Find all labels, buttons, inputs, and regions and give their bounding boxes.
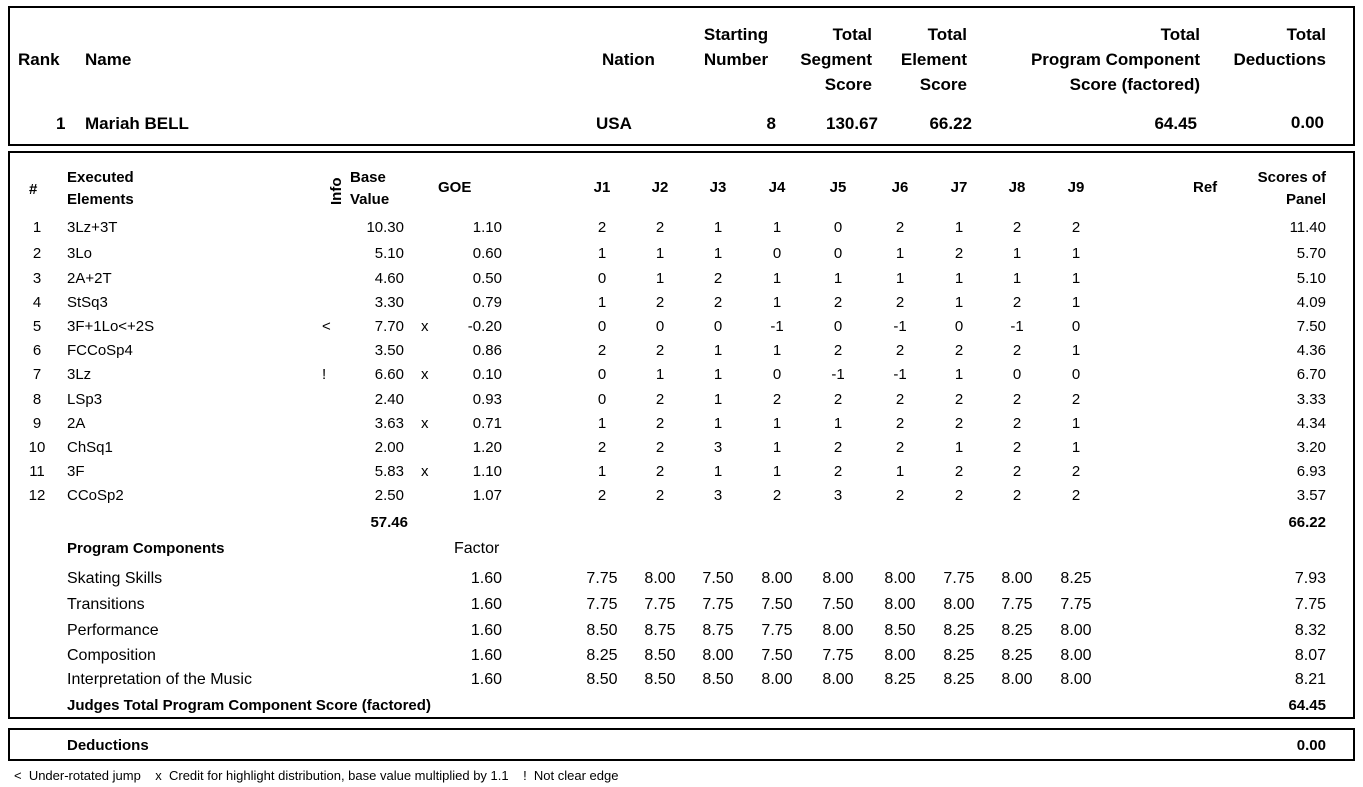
- judge-score: 1: [954, 219, 964, 236]
- element-number: 9: [32, 415, 42, 432]
- component-judge-score: 7.75: [761, 622, 793, 639]
- component-name: Interpretation of the Music: [67, 671, 252, 688]
- judge-score: 2: [954, 415, 964, 432]
- judge-score: 1: [713, 245, 723, 262]
- judge-score: 2: [655, 294, 665, 311]
- col-info-header: Info: [328, 177, 345, 205]
- judge-score: 1: [713, 391, 723, 408]
- judge-score: 2: [1012, 487, 1022, 504]
- judge-score: 1: [772, 294, 782, 311]
- judge-score: 2: [655, 219, 665, 236]
- judge-score: 2: [954, 342, 964, 359]
- judge-score: 1: [713, 366, 723, 383]
- component-judge-score: 8.00: [1060, 671, 1092, 688]
- judge-score: 2: [713, 270, 723, 287]
- judge-score: 1: [655, 245, 665, 262]
- component-judge-score: 7.75: [644, 596, 676, 613]
- component-judge-score: 7.75: [1001, 596, 1033, 613]
- judge-score: 1: [597, 245, 607, 262]
- total-program-header: Total Program Component Score (factored): [1030, 25, 1200, 94]
- component-panel-score: 8.21: [1294, 671, 1326, 688]
- element-base-value: 10.30: [366, 219, 404, 236]
- element-name: ChSq1: [67, 439, 113, 456]
- col-base-header: Base Value: [350, 169, 390, 208]
- judge-score: 2: [1012, 342, 1022, 359]
- judge-score: 2: [597, 342, 607, 359]
- judge-score: 1: [597, 463, 607, 480]
- total-element-header: Total Element Score: [900, 25, 967, 94]
- element-name: StSq3: [67, 294, 108, 311]
- judge-score: 2: [1012, 415, 1022, 432]
- judge-score: 0: [597, 366, 607, 383]
- component-judge-score: 8.75: [702, 622, 734, 639]
- judge-score: 0: [1012, 366, 1022, 383]
- component-judge-score: 8.50: [586, 622, 618, 639]
- judge-score: 0: [597, 391, 607, 408]
- col-goe-header: GOE: [438, 179, 472, 196]
- element-number: 7: [32, 366, 42, 383]
- judge-score: 1: [597, 294, 607, 311]
- judge-score: 1: [655, 366, 665, 383]
- judge-score: 2: [895, 439, 905, 456]
- judge-score: 2: [833, 439, 843, 456]
- judge-score: 2: [655, 342, 665, 359]
- judge-header-4: J4: [768, 179, 786, 196]
- judge-score: 0: [772, 245, 782, 262]
- judge-score: 3: [713, 439, 723, 456]
- judge-score: 2: [655, 463, 665, 480]
- name-header: Name: [85, 50, 132, 69]
- element-name: 3F: [67, 463, 85, 480]
- judge-score: 1: [772, 219, 782, 236]
- skater-total-element: 66.22: [929, 114, 972, 133]
- element-base-value: 2.40: [374, 391, 404, 408]
- judge-score: -1: [1010, 318, 1024, 335]
- judge-score: 1: [597, 415, 607, 432]
- judge-score: 1: [772, 270, 782, 287]
- element-base-value: 2.50: [374, 487, 404, 504]
- deductions-box: [8, 728, 1355, 761]
- element-name: LSp3: [67, 391, 103, 408]
- elements-panel-total: 66.22: [1288, 514, 1326, 531]
- col-number-header: #: [29, 181, 38, 198]
- component-judge-score: 7.50: [761, 596, 793, 613]
- judge-score: 1: [772, 463, 782, 480]
- judge-score: 1: [895, 270, 905, 287]
- component-judge-score: 8.75: [644, 622, 676, 639]
- judge-score: 1: [655, 270, 665, 287]
- judge-score: 2: [895, 487, 905, 504]
- element-number: 8: [32, 391, 42, 408]
- elements-base-total: 57.46: [370, 514, 408, 531]
- judge-header-9: J9: [1067, 179, 1085, 196]
- component-judge-score: 7.50: [822, 596, 854, 613]
- element-base-value: 3.30: [374, 294, 404, 311]
- skater-total-segment: 130.67: [826, 114, 878, 133]
- component-judge-score: 8.00: [1001, 671, 1033, 688]
- starting-number-header: Starting Number: [703, 25, 769, 69]
- judge-score: 0: [1071, 366, 1081, 383]
- skater-name: Mariah BELL: [85, 114, 189, 133]
- col-executed-header: Executed Elements: [67, 169, 134, 208]
- component-judge-score: 8.00: [822, 570, 854, 587]
- component-judge-score: 7.75: [702, 596, 734, 613]
- judge-score: 1: [1012, 270, 1022, 287]
- judge-score: 2: [1071, 463, 1081, 480]
- program-components-title: Program Components: [67, 540, 225, 557]
- component-factor: 1.60: [470, 570, 502, 587]
- component-judge-score: 8.00: [1060, 622, 1092, 639]
- judge-score: 1: [1071, 415, 1081, 432]
- component-name: Composition: [67, 647, 156, 664]
- judge-score: 2: [713, 294, 723, 311]
- legend: < Under-rotated jump x Credit for highlight distribution, base value multiplied by 1.1 ! Not clear edge: [14, 768, 619, 783]
- component-judge-score: 7.75: [586, 570, 618, 587]
- element-goe: 1.07: [472, 487, 502, 504]
- skater-total-deductions: 0.00: [1290, 113, 1324, 132]
- judge-score: 0: [833, 318, 843, 335]
- element-panel-score: 4.36: [1296, 342, 1326, 359]
- judge-score: -1: [770, 318, 784, 335]
- judge-score: 1: [1071, 439, 1081, 456]
- deductions-value: 0.00: [1296, 737, 1326, 754]
- component-judge-score: 7.75: [1060, 596, 1092, 613]
- element-goe: 1.20: [472, 439, 502, 456]
- element-name: FCCoSp4: [67, 342, 133, 359]
- judge-score: 0: [655, 318, 665, 335]
- judge-score: 1: [1071, 294, 1081, 311]
- element-panel-score: 4.09: [1296, 294, 1326, 311]
- element-panel-score: 5.70: [1296, 245, 1326, 262]
- judge-score: 1: [713, 415, 723, 432]
- judge-score: 3: [713, 487, 723, 504]
- judge-score: 2: [772, 487, 782, 504]
- judge-score: 2: [895, 391, 905, 408]
- element-info: <: [322, 318, 331, 335]
- judge-score: 1: [772, 342, 782, 359]
- element-bonus-marker: x: [421, 415, 429, 432]
- element-panel-score: 6.93: [1296, 463, 1326, 480]
- judge-score: 2: [895, 219, 905, 236]
- judge-score: 2: [895, 342, 905, 359]
- judge-score: 1: [833, 270, 843, 287]
- element-goe: 0.86: [472, 342, 502, 359]
- judge-header-6: J6: [891, 179, 909, 196]
- judges-total-value: 64.45: [1288, 697, 1326, 714]
- col-panel-header: Scores of Panel: [1257, 169, 1326, 208]
- judge-score: 1: [772, 439, 782, 456]
- judge-score: 2: [1012, 439, 1022, 456]
- element-number: 4: [32, 294, 42, 311]
- component-judge-score: 8.50: [702, 671, 734, 688]
- judge-score: 2: [655, 439, 665, 456]
- judge-score: 2: [655, 415, 665, 432]
- element-panel-score: 5.10: [1296, 270, 1326, 287]
- judge-score: 2: [1012, 463, 1022, 480]
- judge-header-5: J5: [829, 179, 847, 196]
- judge-score: 2: [954, 391, 964, 408]
- judge-score: 2: [833, 391, 843, 408]
- element-number: 10: [28, 439, 46, 456]
- element-panel-score: 6.70: [1296, 366, 1326, 383]
- judge-score: 1: [895, 463, 905, 480]
- component-judge-score: 8.50: [586, 671, 618, 688]
- element-panel-score: 11.40: [1289, 219, 1326, 236]
- component-judge-score: 8.00: [644, 570, 676, 587]
- judge-score: -1: [893, 366, 907, 383]
- element-bonus-marker: x: [421, 463, 429, 480]
- judge-header-1: J1: [593, 179, 611, 196]
- component-judge-score: 8.00: [943, 596, 975, 613]
- judge-score: 1: [713, 342, 723, 359]
- component-judge-score: 8.00: [884, 647, 916, 664]
- element-goe: -0.20: [467, 318, 502, 335]
- component-name: Skating Skills: [67, 570, 163, 587]
- element-base-value: 5.83: [374, 463, 404, 480]
- component-panel-score: 8.32: [1294, 622, 1326, 639]
- judge-score: 2: [954, 463, 964, 480]
- judge-score: 0: [772, 366, 782, 383]
- element-name: 3Lz: [67, 366, 92, 383]
- component-judge-score: 8.25: [586, 647, 618, 664]
- element-base-value: 4.60: [374, 270, 404, 287]
- component-judge-score: 7.50: [702, 570, 734, 587]
- element-number: 3: [32, 270, 42, 287]
- component-name: Performance: [67, 622, 159, 639]
- component-judge-score: 8.25: [1060, 570, 1092, 587]
- component-judge-score: 8.00: [761, 671, 793, 688]
- component-judge-score: 7.75: [822, 647, 854, 664]
- judge-score: 2: [597, 487, 607, 504]
- judge-score: 0: [833, 245, 843, 262]
- judge-score: 2: [597, 219, 607, 236]
- element-number: 11: [29, 463, 45, 480]
- judge-score: 0: [1071, 318, 1081, 335]
- judge-score: 2: [833, 463, 843, 480]
- judge-score: 1: [954, 294, 964, 311]
- element-goe: 0.71: [472, 415, 502, 432]
- element-goe: 1.10: [472, 463, 502, 480]
- judge-score: 0: [597, 270, 607, 287]
- element-name: CCoSp2: [67, 487, 124, 504]
- element-info: !: [322, 366, 327, 383]
- component-panel-score: 8.07: [1294, 647, 1326, 664]
- element-name: 2A+2T: [67, 270, 112, 287]
- component-factor: 1.60: [470, 622, 502, 639]
- component-factor: 1.60: [470, 671, 502, 688]
- component-judge-score: 8.00: [884, 596, 916, 613]
- col-ref-header: Ref: [1193, 179, 1218, 196]
- component-judge-score: 8.00: [761, 570, 793, 587]
- component-judge-score: 7.75: [943, 570, 975, 587]
- component-judge-score: 8.50: [644, 671, 676, 688]
- judge-score: 0: [713, 318, 723, 335]
- element-goe: 0.79: [472, 294, 502, 311]
- judge-score: 3: [833, 487, 843, 504]
- judge-score: 1: [1071, 270, 1081, 287]
- judge-score: 1: [1012, 245, 1022, 262]
- element-name: 3F+1Lo<+2S: [67, 318, 155, 335]
- element-number: 2: [32, 245, 42, 262]
- element-base-value: 5.10: [374, 245, 404, 262]
- element-base-value: 3.63: [374, 415, 404, 432]
- component-judge-score: 8.00: [822, 622, 854, 639]
- judge-score: 1: [954, 439, 964, 456]
- judge-score: -1: [831, 366, 845, 383]
- component-judge-score: 8.25: [1001, 622, 1033, 639]
- judge-score: 2: [954, 245, 964, 262]
- component-factor: 1.60: [470, 596, 502, 613]
- element-goe: 0.50: [472, 270, 502, 287]
- element-base-value: 7.70: [374, 318, 404, 335]
- judge-score: 1: [895, 245, 905, 262]
- component-judge-score: 8.25: [943, 671, 975, 688]
- element-panel-score: 4.34: [1296, 415, 1326, 432]
- total-deductions-header: Total Deductions: [1233, 25, 1326, 69]
- skater-total-program: 64.45: [1154, 114, 1197, 133]
- judge-score: 1: [1071, 342, 1081, 359]
- judge-header-8: J8: [1008, 179, 1026, 196]
- judge-score: -1: [893, 318, 907, 335]
- judge-score: 2: [597, 439, 607, 456]
- judge-score: 0: [597, 318, 607, 335]
- element-number: 5: [32, 318, 42, 335]
- element-number: 1: [32, 219, 42, 236]
- element-base-value: 3.50: [374, 342, 404, 359]
- component-judge-score: 8.50: [644, 647, 676, 664]
- judge-score: 2: [954, 487, 964, 504]
- judge-score: 2: [1012, 294, 1022, 311]
- component-panel-score: 7.93: [1294, 570, 1326, 587]
- component-judge-score: 8.00: [884, 570, 916, 587]
- judges-total-label: Judges Total Program Component Score (factored): [67, 697, 431, 714]
- judge-score: 1: [1071, 245, 1081, 262]
- skater-starting-number: 8: [766, 114, 776, 133]
- judge-score: 1: [833, 415, 843, 432]
- element-number: 12: [28, 487, 46, 504]
- component-judge-score: 8.25: [884, 671, 916, 688]
- element-base-value: 2.00: [374, 439, 404, 456]
- judge-score: 2: [895, 294, 905, 311]
- component-factor: 1.60: [470, 647, 502, 664]
- element-name: 3Lz+3T: [67, 219, 118, 236]
- component-judge-score: 8.00: [1060, 647, 1092, 664]
- element-goe: 0.60: [472, 245, 502, 262]
- judge-score: 0: [954, 318, 964, 335]
- judge-score: 1: [713, 463, 723, 480]
- judge-score: 2: [895, 415, 905, 432]
- judge-score: 2: [1071, 391, 1081, 408]
- nation-header: Nation: [602, 50, 655, 69]
- judge-score: 2: [1012, 391, 1022, 408]
- element-panel-score: 3.57: [1296, 487, 1326, 504]
- element-name: 2A: [67, 415, 86, 432]
- factor-header: Factor: [454, 540, 500, 557]
- skater-nation: USA: [596, 114, 632, 133]
- element-goe: 0.10: [472, 366, 502, 383]
- element-panel-score: 3.20: [1296, 439, 1326, 456]
- judge-score: 1: [954, 366, 964, 383]
- judge-score: 2: [1071, 219, 1081, 236]
- skater-rank: 1: [56, 114, 66, 133]
- component-judge-score: 8.25: [943, 622, 975, 639]
- judge-score: 1: [713, 219, 723, 236]
- judge-score: 2: [1012, 219, 1022, 236]
- total-segment-header: Total Segment Score: [800, 25, 872, 94]
- rank-header: Rank: [18, 50, 60, 69]
- component-judge-score: 7.50: [761, 647, 793, 664]
- judge-header-2: J2: [651, 179, 669, 196]
- element-name: 3Lo: [67, 245, 93, 262]
- element-base-value: 6.60: [374, 366, 404, 383]
- judge-score: 2: [833, 342, 843, 359]
- judge-score: 2: [655, 487, 665, 504]
- judge-score: 2: [1071, 487, 1081, 504]
- judge-score: 2: [772, 391, 782, 408]
- judge-header-3: J3: [709, 179, 727, 196]
- element-goe: 1.10: [472, 219, 502, 236]
- element-panel-score: 3.33: [1296, 391, 1326, 408]
- component-judge-score: 7.75: [586, 596, 618, 613]
- element-panel-score: 7.50: [1296, 318, 1326, 335]
- element-number: 6: [32, 342, 42, 359]
- component-name: Transitions: [67, 596, 145, 613]
- element-goe: 0.93: [472, 391, 502, 408]
- component-judge-score: 8.00: [702, 647, 734, 664]
- element-bonus-marker: x: [421, 366, 429, 383]
- judge-score: 2: [655, 391, 665, 408]
- component-judge-score: 8.25: [943, 647, 975, 664]
- judge-score: 1: [772, 415, 782, 432]
- component-judge-score: 8.00: [822, 671, 854, 688]
- judge-score: 1: [954, 270, 964, 287]
- element-bonus-marker: x: [421, 318, 429, 335]
- judge-score: 0: [833, 219, 843, 236]
- component-judge-score: 8.00: [1001, 570, 1033, 587]
- component-judge-score: 8.50: [884, 622, 916, 639]
- deductions-label: Deductions: [67, 737, 149, 754]
- component-judge-score: 8.25: [1001, 647, 1033, 664]
- judge-score: 2: [833, 294, 843, 311]
- component-panel-score: 7.75: [1294, 596, 1326, 613]
- judge-header-7: J7: [950, 179, 968, 196]
